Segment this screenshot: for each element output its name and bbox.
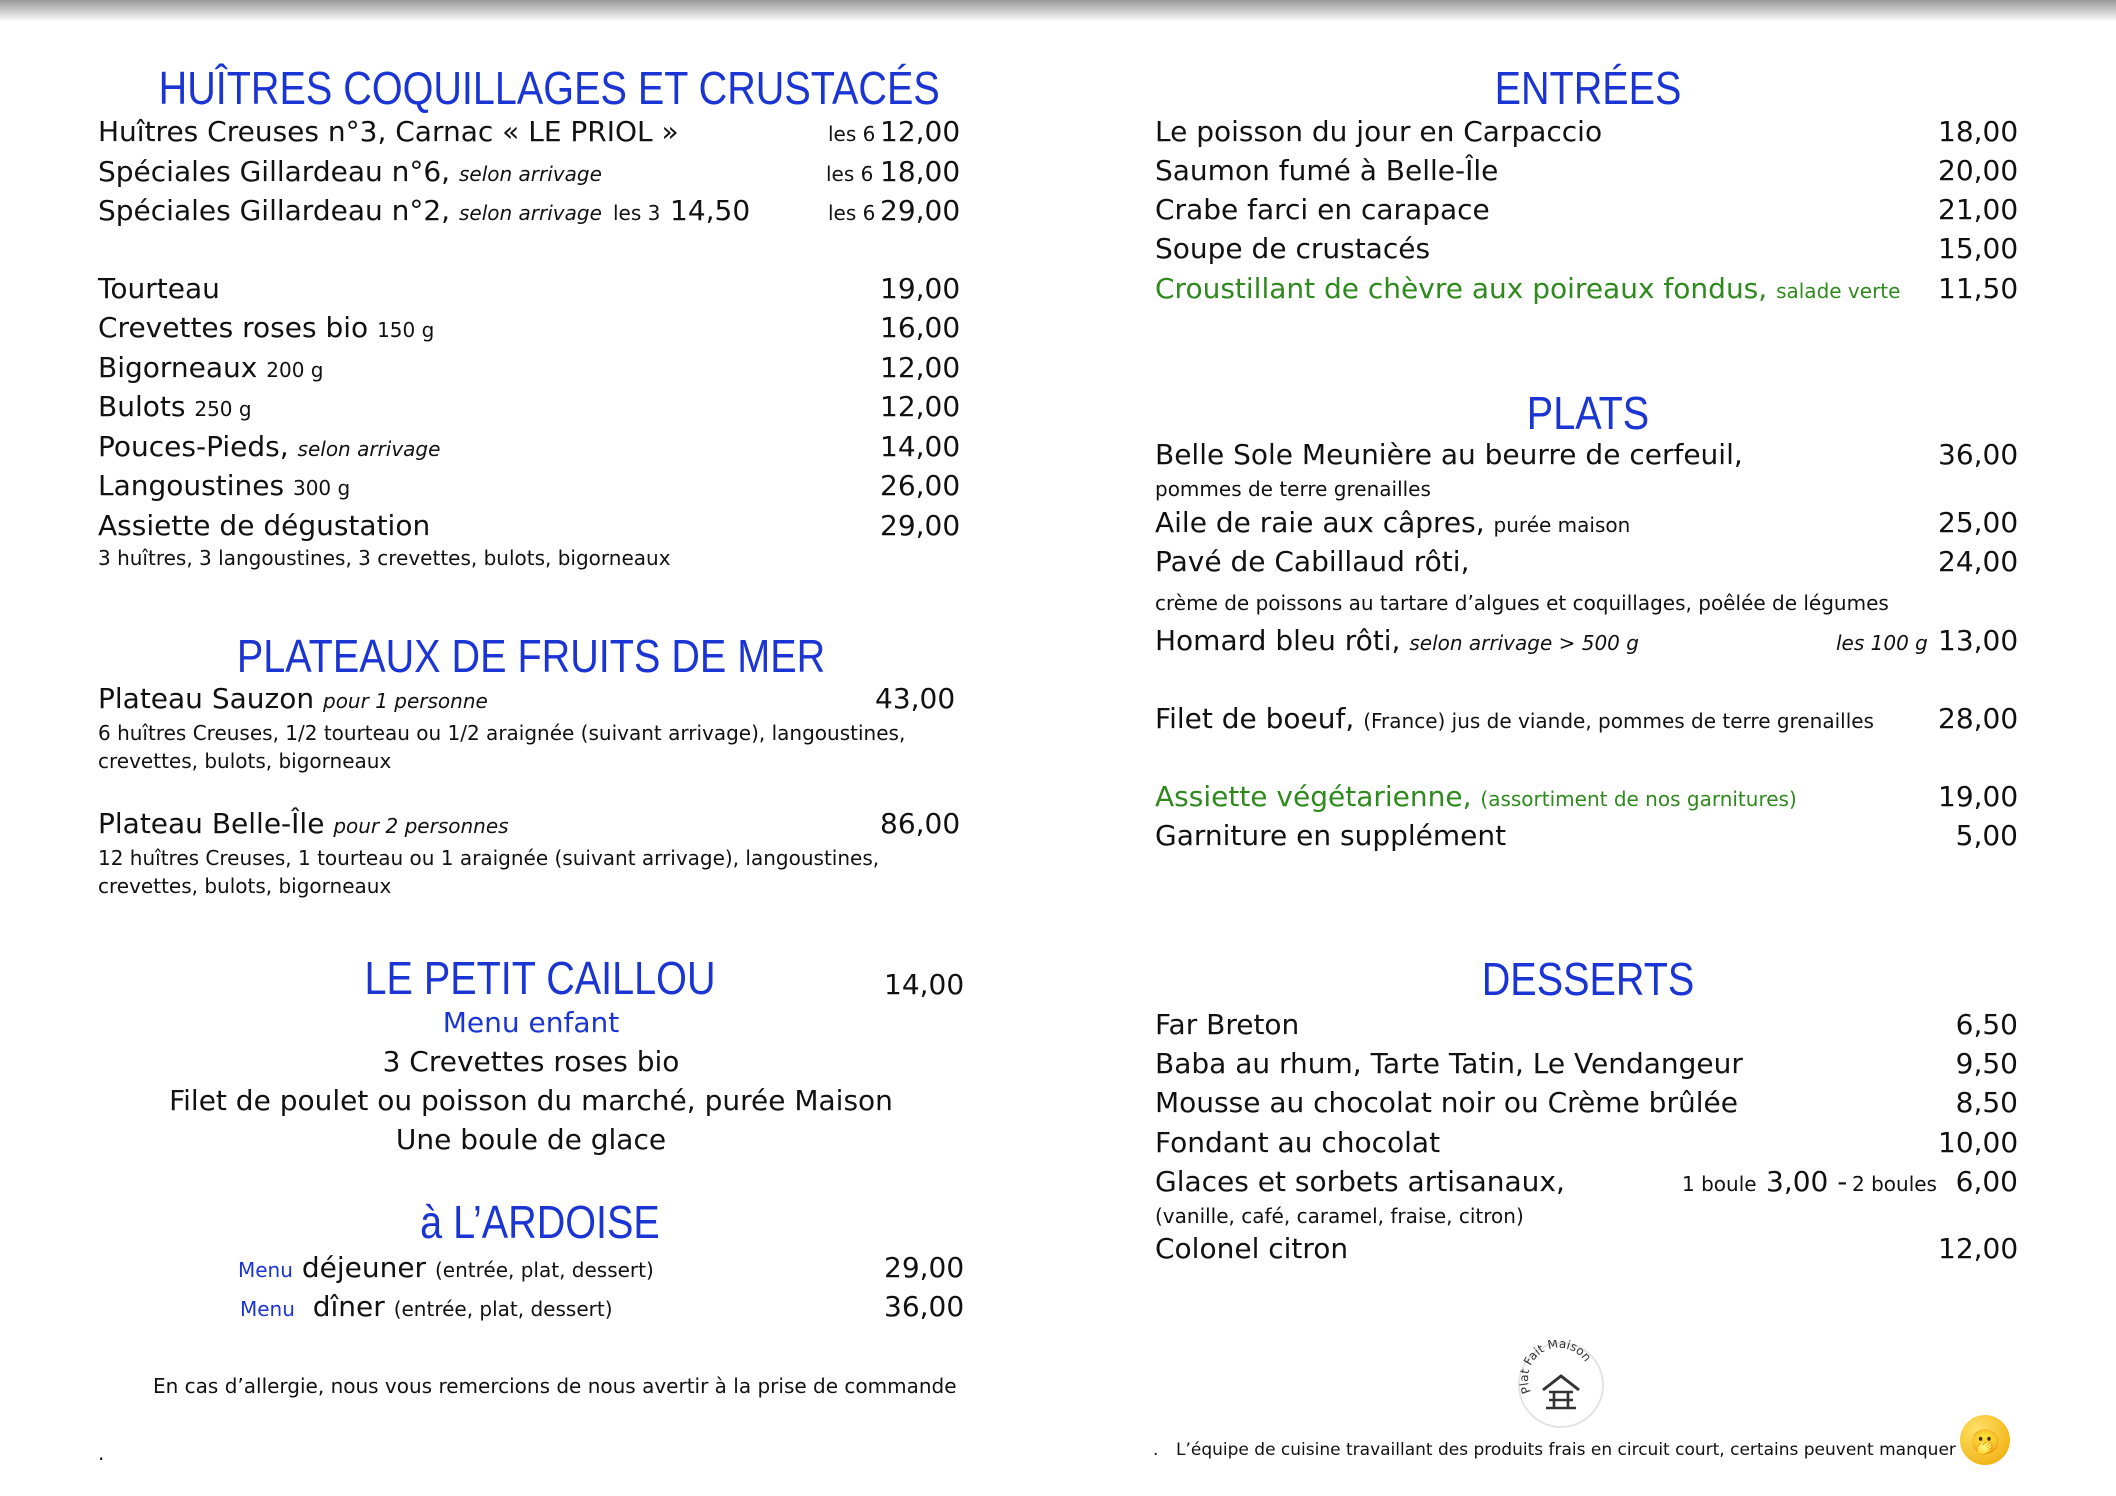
fait-maison-badge xyxy=(1516,1340,1606,1430)
oyster-item-1: Huîtres Creuses n°3, Carnac « LE PRIOL » xyxy=(98,115,679,148)
oyster-price-3a: 14,50 xyxy=(670,194,751,227)
main-item-sole: Belle Sole Meunière au beurre de cerfeuil, xyxy=(1155,438,1743,471)
dessert-price: 9,50 xyxy=(1955,1047,2018,1080)
hand-over-mouth-emoji-icon: 🫢 xyxy=(1960,1415,2010,1465)
supply-note: L’équipe de cuisine travaillant des produits frais en circuit court, certains peuvent manquer xyxy=(1176,1440,1956,1460)
main-price: 28,00 xyxy=(1938,702,2019,735)
starter-price: 21,00 xyxy=(1938,193,2019,226)
dessert-item-glaces: Glaces et sorbets artisanaux, xyxy=(1155,1165,1565,1198)
oyster-item-2: Spéciales Gillardeau n°6, selon arrivage xyxy=(98,155,602,188)
shellfish-item: Tourteau xyxy=(98,272,220,305)
oyster-price-2: 18,00 xyxy=(880,155,961,188)
oyster-qty-3a: les 3 xyxy=(613,201,661,225)
shellfish-price: 16,00 xyxy=(880,311,961,344)
dessert-price: 10,00 xyxy=(1938,1126,2019,1159)
oyster-price-1: 12,00 xyxy=(880,115,961,148)
glaces-qty-2: 2 boules xyxy=(1852,1172,1937,1196)
platter-description: 6 huîtres Creuses, 1/2 tourteau ou 1/2 araignée (suivant arrivage), langoustines, xyxy=(98,721,906,745)
allergy-note: En cas d’allergie, nous vous remercions de nous avertir à la prise de commande xyxy=(153,1374,957,1398)
platter-description: crevettes, bulots, bigorneaux xyxy=(98,749,392,773)
starter-price: 20,00 xyxy=(1938,154,2019,187)
kids-line: Une boule de glace xyxy=(395,1123,667,1156)
ardoise-item: Menu dîner (entrée, plat, dessert) xyxy=(240,1290,613,1323)
starter-item: Saumon fumé à Belle-Île xyxy=(1155,154,1499,187)
oyster-qty-3: les 6 xyxy=(828,201,876,225)
oyster-item-3: Spéciales Gillardeau n°2, selon arrivage xyxy=(98,194,602,227)
glaces-price-1: 3,00 - xyxy=(1766,1165,1848,1198)
main-price: 19,00 xyxy=(1938,780,2019,813)
house-icon xyxy=(1516,1340,1606,1430)
dessert-price: 12,00 xyxy=(1938,1232,2019,1265)
starters-heading: ENTRÉES xyxy=(1494,62,1682,114)
ardoise-heading: à L’ARDOISE xyxy=(420,1196,660,1248)
main-note: pommes de terre grenailles xyxy=(1155,477,1431,501)
main-price: 36,00 xyxy=(1938,438,2019,471)
kids-line: 3 Crevettes roses bio xyxy=(382,1045,680,1078)
main-item-boeuf: Filet de boeuf, (France) jus de viande, pommes de terre grenailles xyxy=(1155,702,1874,735)
platter-item: Plateau Belle-Île pour 2 personnes xyxy=(98,807,509,840)
main-item-homard: Homard bleu rôti, selon arrivage > 500 g xyxy=(1155,624,1639,657)
shellfish-price: 29,00 xyxy=(880,509,961,542)
shellfish-price: 19,00 xyxy=(880,272,961,305)
ardoise-item: Menu déjeuner (entrée, plat, dessert) xyxy=(238,1251,654,1284)
shellfish-item: Pouces-Pieds, selon arrivage xyxy=(98,430,441,463)
shellfish-price: 12,00 xyxy=(880,351,961,384)
main-qty: les 100 g xyxy=(1836,631,1928,655)
oyster-qty-2: les 6 xyxy=(826,162,874,186)
dessert-price: 6,50 xyxy=(1955,1008,2018,1041)
right-dot: . xyxy=(1153,1440,1159,1460)
shellfish-price: 26,00 xyxy=(880,469,961,502)
main-item-vegetarian: Assiette végétarienne, (assortiment de nos garnitures) xyxy=(1155,780,1797,813)
main-item-cabillaud: Pavé de Cabillaud rôti, xyxy=(1155,545,1470,578)
main-price: 25,00 xyxy=(1938,506,2019,539)
platter-price: 86,00 xyxy=(880,807,961,840)
shellfish-item: Crevettes roses bio 150 g xyxy=(98,311,435,344)
left-dot: . xyxy=(98,1441,105,1465)
platters-heading: PLATEAUX DE FRUITS DE MER xyxy=(236,630,826,682)
platter-description: crevettes, bulots, bigorneaux xyxy=(98,874,392,898)
shellfish-item: Assiette de dégustation xyxy=(98,509,431,542)
starter-item: Crabe farci en carapace xyxy=(1155,193,1490,226)
dessert-item: Far Breton xyxy=(1155,1008,1300,1041)
platter-description: 12 huîtres Creuses, 1 tourteau ou 1 araignée (suivant arrivage), langoustines, xyxy=(98,846,880,870)
kids-subtitle: Menu enfant xyxy=(442,1006,620,1039)
main-item-raie: Aile de raie aux câpres, purée maison xyxy=(1155,506,1631,539)
starter-item-vegetarian: Croustillant de chèvre aux poireaux fondus, salade verte xyxy=(1155,272,1901,305)
oyster-price-3: 29,00 xyxy=(880,194,961,227)
dessert-item: Mousse au chocolat noir ou Crème brûlée xyxy=(1155,1086,1738,1119)
dessert-price: 8,50 xyxy=(1955,1086,2018,1119)
main-price: 13,00 xyxy=(1938,624,2019,657)
shellfish-price: 14,00 xyxy=(880,430,961,463)
starter-price: 18,00 xyxy=(1938,115,2019,148)
svg-text:Plat Fait Maison: Plat Fait Maison xyxy=(1516,1340,1595,1396)
main-price: 5,00 xyxy=(1955,819,2018,852)
shellfish-item: Bulots 250 g xyxy=(98,390,252,423)
tasting-note: 3 huîtres, 3 langoustines, 3 crevettes, bulots, bigorneaux xyxy=(98,546,671,570)
glaces-note: (vanille, café, caramel, fraise, citron) xyxy=(1155,1204,1524,1228)
kids-price: 14,00 xyxy=(884,968,965,1001)
mains-heading: PLATS xyxy=(1526,387,1650,439)
shellfish-item: Langoustines 300 g xyxy=(98,469,351,502)
shellfish-price: 12,00 xyxy=(880,390,961,423)
dessert-item: Fondant au chocolat xyxy=(1155,1126,1441,1159)
starter-item: Le poisson du jour en Carpaccio xyxy=(1155,115,1603,148)
glaces-price-2: 6,00 xyxy=(1955,1165,2018,1198)
shellfish-item: Bigorneaux 200 g xyxy=(98,351,324,384)
dessert-item: Colonel citron xyxy=(1155,1232,1349,1265)
oyster-qty-1: les 6 xyxy=(828,122,876,146)
kids-line: Filet de poulet ou poisson du marché, purée Maison xyxy=(169,1084,893,1117)
starter-price: 15,00 xyxy=(1938,232,2019,265)
main-note: crème de poissons au tartare d’algues et coquillages, poêlée de légumes xyxy=(1155,591,1889,615)
main-price: 24,00 xyxy=(1938,545,2019,578)
starter-price: 11,50 xyxy=(1938,272,2019,305)
oysters-heading: HUÎTRES COQUILLAGES ET CRUSTACÉS xyxy=(158,62,940,114)
main-item-garniture: Garniture en supplément xyxy=(1155,819,1507,852)
platter-item: Plateau Sauzon pour 1 personne xyxy=(98,682,488,715)
dessert-item: Baba au rhum, Tarte Tatin, Le Vendangeur xyxy=(1155,1047,1743,1080)
platter-price: 43,00 xyxy=(875,682,956,715)
ardoise-price: 36,00 xyxy=(884,1290,965,1323)
starter-item: Soupe de crustacés xyxy=(1155,232,1431,265)
ardoise-price: 29,00 xyxy=(884,1251,965,1284)
glaces-qty-1: 1 boule xyxy=(1682,1172,1757,1196)
kids-heading: LE PETIT CAILLOU xyxy=(364,952,716,1004)
top-shadow xyxy=(0,0,2116,22)
desserts-heading: DESSERTS xyxy=(1481,953,1695,1005)
